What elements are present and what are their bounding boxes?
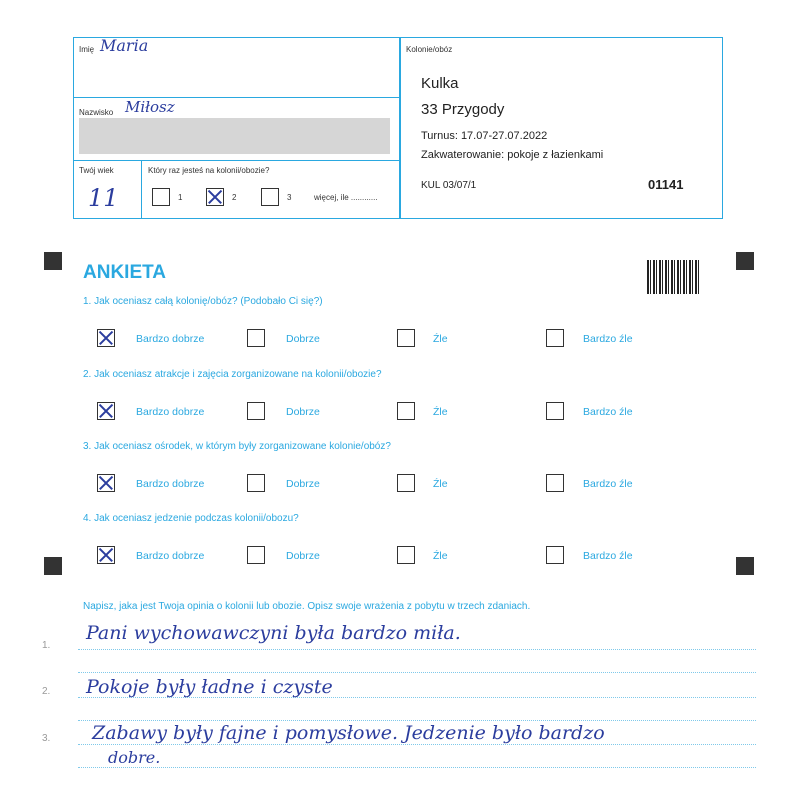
line-number-3: 3. bbox=[42, 733, 51, 744]
q1-option-3-checkbox[interactable] bbox=[397, 329, 415, 347]
nazwisko-label: Nazwisko bbox=[79, 108, 114, 117]
q2-option-2-checkbox[interactable] bbox=[247, 402, 265, 420]
nazwisko-value: Miłosz bbox=[125, 98, 175, 116]
q1-option-4-label: Bardzo źle bbox=[583, 333, 633, 345]
q2-option-1-label: Bardzo dobrze bbox=[136, 406, 205, 418]
q4-option-3-label: Źle bbox=[433, 550, 448, 562]
divider-imie bbox=[73, 97, 401, 98]
line-number-1: 1. bbox=[42, 640, 51, 651]
q3-option-2-checkbox[interactable] bbox=[247, 474, 265, 492]
q4-option-2-checkbox[interactable] bbox=[247, 546, 265, 564]
question-text: 4. Jak oceniasz jedzenie podczas kolonii/obozu? bbox=[83, 513, 299, 524]
q3-option-3-checkbox[interactable] bbox=[397, 474, 415, 492]
q4-option-1-checkbox[interactable] bbox=[97, 546, 115, 564]
registration-mark-bottom-left bbox=[44, 557, 62, 575]
ktory-raz-option-2: 2 bbox=[232, 193, 237, 202]
writing-line-1a bbox=[78, 649, 756, 650]
q2-option-3-checkbox[interactable] bbox=[397, 402, 415, 420]
q2-option-4-label: Bardzo źle bbox=[583, 406, 633, 418]
wiek-label: Twój wiek bbox=[79, 166, 114, 175]
ktory-raz-checkbox-1[interactable] bbox=[152, 188, 170, 206]
survey-title: ANKIETA bbox=[83, 262, 167, 283]
wiecej-label: więcej, ile ............ bbox=[314, 193, 378, 202]
turnus: Turnus: 17.07-27.07.2022 bbox=[421, 130, 548, 142]
writing-line-1b bbox=[78, 672, 756, 673]
q2-option-3-label: Źle bbox=[433, 406, 448, 418]
camp-code: KUL 03/07/1 bbox=[421, 180, 477, 191]
registration-mark-top-left bbox=[44, 252, 62, 270]
writing-line-3b bbox=[78, 767, 756, 768]
q1-option-4-checkbox[interactable] bbox=[546, 329, 564, 347]
q4-option-4-checkbox[interactable] bbox=[546, 546, 564, 564]
q3-option-4-label: Bardzo źle bbox=[583, 478, 633, 490]
q3-option-3-label: Źle bbox=[433, 478, 448, 490]
camp-number: 01141 bbox=[648, 177, 684, 192]
registration-mark-bottom-right bbox=[736, 557, 754, 575]
imie-label: Imię bbox=[79, 45, 95, 54]
q2-option-2-label: Dobrze bbox=[286, 406, 320, 418]
divider-wiek bbox=[141, 160, 142, 219]
q1-option-1-label: Bardzo dobrze bbox=[136, 333, 205, 345]
q1-option-1-checkbox[interactable] bbox=[97, 329, 115, 347]
writing-line-2b bbox=[78, 720, 756, 721]
kolonie-label: Kolonie/obóz bbox=[406, 45, 453, 54]
camp-name: Kulka bbox=[421, 75, 459, 92]
barcode bbox=[647, 260, 701, 294]
q3-option-1-label: Bardzo dobrze bbox=[136, 478, 205, 490]
ktory-raz-option-1: 1 bbox=[178, 193, 183, 202]
q3-option-2-label: Dobrze bbox=[286, 478, 320, 490]
question-text: 3. Jak oceniasz ośrodek, w którym były zorganizowane kolonie/obóz? bbox=[83, 441, 391, 452]
redacted-area bbox=[79, 118, 390, 154]
imie-value: Maria bbox=[100, 36, 149, 55]
ktory-raz-option-3: 3 bbox=[287, 193, 292, 202]
writing-line-3a bbox=[78, 744, 756, 745]
opinion-prompt: Napisz, jaka jest Twoja opinia o kolonii lub obozie. Opisz swoje wrażenia z pobytu w trzech zdaniach. bbox=[83, 601, 531, 612]
q4-option-1-label: Bardzo dobrze bbox=[136, 550, 205, 562]
opinion-line-3: Zabawy były fajne i pomysłowe. Jedzenie było bardzo bbox=[92, 722, 605, 744]
zakwaterowanie: Zakwaterowanie: pokoje z łazienkami bbox=[421, 149, 604, 161]
q2-option-1-checkbox[interactable] bbox=[97, 402, 115, 420]
ktory-raz-checkbox-3[interactable] bbox=[261, 188, 279, 206]
q1-option-3-label: Źle bbox=[433, 333, 448, 345]
opinion-line-2: Pokoje były ładne i czyste bbox=[86, 676, 333, 698]
q2-option-4-checkbox[interactable] bbox=[546, 402, 564, 420]
q4-option-2-label: Dobrze bbox=[286, 550, 320, 562]
wiek-value: 11 bbox=[88, 184, 119, 212]
opinion-line-1: Pani wychowawczyni była bardzo miła. bbox=[86, 622, 461, 644]
ktory-raz-label: Który raz jesteś na kolonii/obozie? bbox=[148, 166, 270, 175]
q3-option-4-checkbox[interactable] bbox=[546, 474, 564, 492]
q4-option-4-label: Bardzo źle bbox=[583, 550, 633, 562]
q3-option-1-checkbox[interactable] bbox=[97, 474, 115, 492]
opinion-line-4: dobre. bbox=[108, 748, 161, 767]
camp-subtitle: 33 Przygody bbox=[421, 101, 505, 118]
q1-option-2-label: Dobrze bbox=[286, 333, 320, 345]
q1-option-2-checkbox[interactable] bbox=[247, 329, 265, 347]
question-text: 1. Jak oceniasz całą kolonię/obóz? (Podobało Ci się?) bbox=[83, 296, 323, 307]
q4-option-3-checkbox[interactable] bbox=[397, 546, 415, 564]
line-number-2: 2. bbox=[42, 686, 51, 697]
divider-nazwisko bbox=[73, 160, 401, 161]
registration-mark-top-right bbox=[736, 252, 754, 270]
ktory-raz-checkbox-2[interactable] bbox=[206, 188, 224, 206]
question-text: 2. Jak oceniasz atrakcje i zajęcia zorganizowane na kolonii/obozie? bbox=[83, 369, 382, 380]
